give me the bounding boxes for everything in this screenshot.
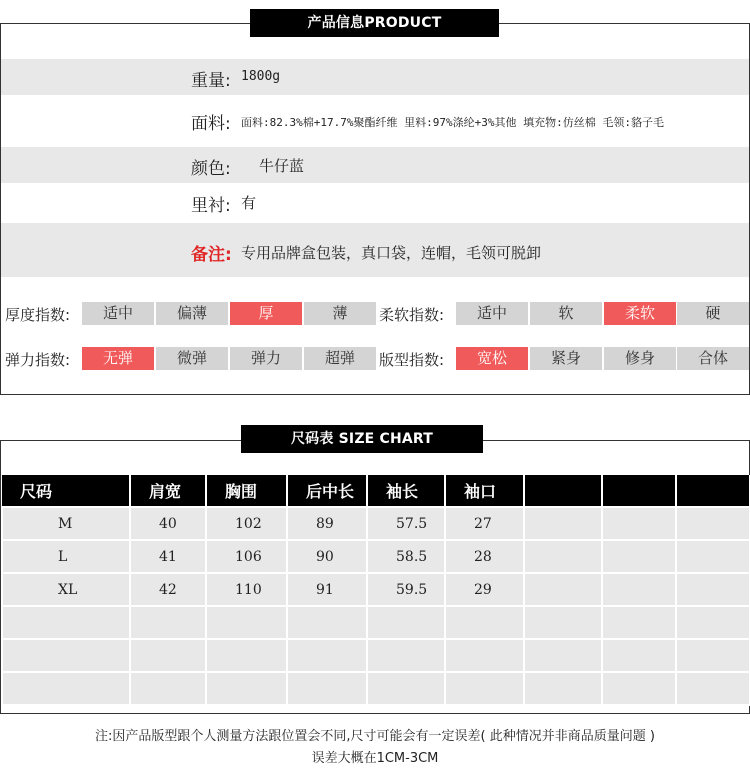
table-cell [524, 606, 602, 639]
size-table-column-header: 胸围 [206, 475, 287, 507]
table-cell [524, 639, 602, 672]
elasticity-option: 超弹 [304, 347, 376, 370]
table-cell [602, 573, 676, 606]
table-cell [602, 639, 676, 672]
table-cell: XL [2, 573, 130, 606]
table-cell: 27 [445, 507, 524, 540]
table-cell: 59.5 [367, 573, 445, 606]
lining-label: 里衬: [191, 196, 231, 216]
table-cell: 57.5 [367, 507, 445, 540]
table-cell [130, 672, 206, 705]
table-row [2, 540, 750, 573]
table-cell [2, 672, 130, 705]
table-cell [602, 606, 676, 639]
table-cell [287, 639, 367, 672]
product-info-header: 产品信息PRODUCT INFORMATION [250, 9, 499, 37]
size-table-column-header: 尺码 [2, 475, 130, 507]
table-cell [676, 672, 750, 705]
table-row [2, 606, 750, 639]
table-cell [206, 672, 287, 705]
thickness-option: 适中 [82, 302, 154, 325]
fit-option: 合体 [677, 347, 749, 370]
table-row [2, 507, 750, 540]
fit-option: 紧身 [530, 347, 602, 370]
table-cell [676, 606, 750, 639]
remark-value: 专用品牌盒包装，真口袋，连帽，毛领可脱卸 [241, 244, 542, 262]
size-table-column-header: 肩宽 [130, 475, 206, 507]
thickness-option: 厚 [230, 302, 302, 325]
table-cell [524, 672, 602, 705]
size-table-column-header: 袖长 [367, 475, 445, 507]
table-cell [445, 606, 524, 639]
table-row [2, 672, 750, 705]
size-table-column-header [602, 475, 676, 507]
table-cell: 110 [206, 573, 287, 606]
weight-label: 重量: [191, 71, 231, 91]
table-cell [602, 507, 676, 540]
table-cell [676, 639, 750, 672]
index-row-1 [1, 299, 749, 329]
weight-value: 1800g [241, 69, 281, 84]
table-cell [287, 672, 367, 705]
table-cell [367, 639, 445, 672]
table-cell [676, 540, 750, 573]
remark-label: 备注: [191, 245, 232, 265]
weight-row [1, 59, 749, 95]
lining-row [1, 186, 749, 220]
table-cell: 41 [130, 540, 206, 573]
color-label: 颜色: [191, 159, 231, 179]
elasticity-label: 弹力指数: [5, 351, 71, 369]
table-cell [206, 606, 287, 639]
table-cell: 58.5 [367, 540, 445, 573]
fit-label: 版型指数: [379, 351, 445, 369]
table-cell: M [2, 507, 130, 540]
size-table-header-row [2, 475, 750, 507]
table-cell [602, 540, 676, 573]
table-cell [2, 606, 130, 639]
fit-option: 宽松 [456, 347, 528, 370]
fabric-label: 面料: [191, 114, 231, 134]
thickness-label: 厚度指数: [5, 306, 71, 324]
table-cell: 89 [287, 507, 367, 540]
table-cell [287, 606, 367, 639]
softness-option: 软 [530, 302, 602, 325]
table-row [2, 573, 750, 606]
table-cell [676, 573, 750, 606]
softness-option: 柔软 [604, 302, 676, 325]
table-cell: 90 [287, 540, 367, 573]
lining-value: 有 [241, 194, 257, 212]
color-value: 牛仔蓝 [259, 157, 305, 175]
thickness-option: 偏薄 [156, 302, 228, 325]
table-cell [524, 573, 602, 606]
table-cell [676, 507, 750, 540]
table-cell: 106 [206, 540, 287, 573]
size-table-column-header: 后中长 [287, 475, 367, 507]
table-cell [524, 507, 602, 540]
table-cell [2, 639, 130, 672]
table-cell [130, 639, 206, 672]
softness-option: 硬 [677, 302, 749, 325]
footnote-line-1: 注:因产品版型跟个人测量方法跟位置会不同,尺寸可能会有一定误差( 此种情况并非商品质量问题 ) [95, 729, 655, 744]
size-table [1, 475, 750, 706]
size-table-column-header [676, 475, 750, 507]
fit-option: 修身 [604, 347, 676, 370]
index-row-2 [1, 344, 749, 374]
color-row [1, 147, 749, 183]
table-cell: 91 [287, 573, 367, 606]
table-cell [445, 672, 524, 705]
elasticity-option: 无弹 [82, 347, 154, 370]
table-cell: 102 [206, 507, 287, 540]
footnote-line-2: 误差大概在1CM-3CM [311, 751, 439, 766]
table-cell: 40 [130, 507, 206, 540]
table-cell [524, 540, 602, 573]
table-row [2, 639, 750, 672]
table-cell [206, 639, 287, 672]
table-cell [130, 606, 206, 639]
size-chart-header: 尺码表 SIZE CHART [241, 425, 483, 453]
elasticity-option: 弹力 [230, 347, 302, 370]
remark-row [1, 223, 749, 277]
elasticity-option: 微弹 [156, 347, 228, 370]
thickness-option: 薄 [304, 302, 376, 325]
table-cell [602, 672, 676, 705]
size-table-column-header [524, 475, 602, 507]
size-table-column-header: 袖口 [445, 475, 524, 507]
table-cell [445, 639, 524, 672]
table-cell: L [2, 540, 130, 573]
softness-label: 柔软指数: [379, 306, 445, 324]
table-cell: 28 [445, 540, 524, 573]
fabric-row [1, 100, 749, 140]
fabric-value: 面料:82.3%棉+17.7%聚酯纤维 里料:97%涤纶+3%其他 填充物:仿丝棉 毛领:貉子毛 [241, 116, 664, 129]
table-cell [367, 672, 445, 705]
softness-option: 适中 [456, 302, 528, 325]
table-cell: 42 [130, 573, 206, 606]
table-cell [367, 606, 445, 639]
table-cell: 29 [445, 573, 524, 606]
